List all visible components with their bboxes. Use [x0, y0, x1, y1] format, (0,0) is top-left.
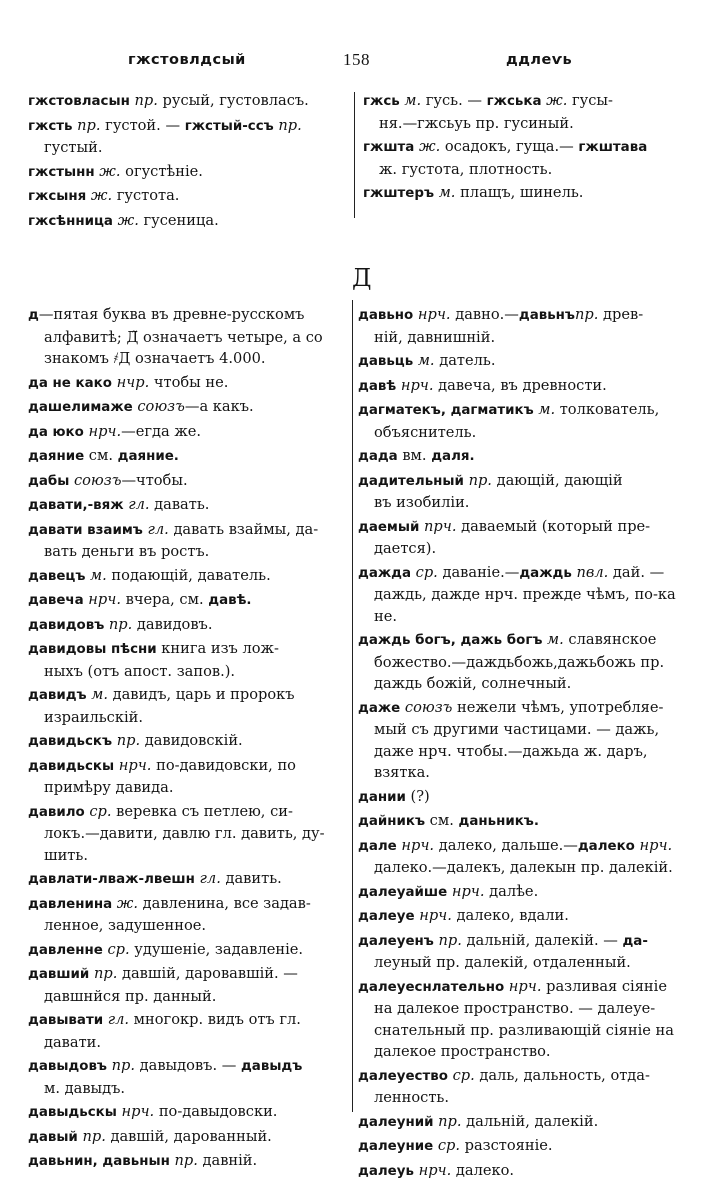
entry-grammar: союзъ — [73, 471, 122, 489]
entry-definition: даваемый (который пре- — [456, 517, 651, 535]
entry-headword: далеуние — [358, 1139, 434, 1154]
entry-headword: давыдьскы — [28, 1105, 117, 1120]
entry-definition: далеко, дальше.— — [434, 836, 578, 854]
entry-definition-2: гусы- — [567, 92, 613, 109]
entry-grammar: пр. — [438, 1112, 462, 1130]
entry-definition: толкователь, — [555, 401, 660, 418]
entry-definition: дальній, далекій. — — [461, 931, 618, 949]
entry-headword: даждь богъ, дажь богъ — [358, 633, 543, 648]
dictionary-entry — [28, 638, 350, 682]
entry-grammar: ж. — [117, 211, 139, 229]
entry-headword: давати взаимъ — [28, 522, 143, 538]
entry-grammar: союзъ — [404, 698, 453, 716]
dictionary-entry — [363, 136, 701, 180]
page-number: 158 — [343, 50, 370, 69]
entry-grammar: пр. — [93, 965, 118, 982]
entry-related-word: даяние. — [112, 449, 179, 464]
entry-related-word: гжська — [482, 94, 542, 109]
entry-headword: гжшта — [363, 140, 415, 155]
entry-definition: разстояніе. — [459, 1137, 553, 1154]
entry-grammar: гл. — [128, 496, 150, 513]
entry-related-word: далеко — [577, 838, 635, 854]
entry-continuation: густый. — [44, 139, 103, 156]
entry-headword: давецъ — [28, 568, 86, 584]
entry-definition: разливая сіяніе — [541, 977, 667, 995]
column-divider-top — [354, 92, 355, 218]
left-column — [28, 304, 350, 1175]
entry-definition: славянское — [563, 631, 657, 648]
entry-definition: дающій, дающій — [491, 471, 623, 489]
entry-headword: давьнин, давьнын — [28, 1154, 170, 1169]
entry-definition: датель. — [434, 352, 496, 369]
entry-continuation: ній, давнишній. — [374, 328, 496, 346]
entry-headword: давленне — [28, 942, 103, 958]
entry-definition: давидъ, царь и пророкъ — [107, 686, 295, 703]
top-left-column — [28, 90, 350, 234]
dictionary-entry — [358, 976, 702, 1063]
entry-headword: гжстынн — [28, 164, 95, 180]
entry-continuation: давати. — [44, 1033, 102, 1051]
dictionary-entry — [28, 801, 350, 867]
entry-definition: книга изъ лож- — [156, 640, 279, 657]
entry-grammar: пр. — [174, 1152, 198, 1169]
entry-grammar: ж. — [90, 187, 113, 204]
dictionary-entry — [358, 470, 702, 514]
entry-headword: дале — [358, 838, 397, 854]
dictionary-entry — [28, 210, 350, 233]
entry-continuation: ленность. — [374, 1089, 449, 1106]
dictionary-entry — [28, 396, 350, 419]
entry-headword: давлати-лваж-лвешн — [28, 872, 195, 887]
dictionary-entry — [358, 905, 702, 928]
entry-definition: русый, густовласъ. — [157, 92, 309, 109]
entry-headword: давидьскы — [28, 758, 115, 774]
entry-grammar: м. — [91, 686, 108, 703]
entry-definition: давать взаймы, да- — [168, 520, 319, 538]
entry-definition: (?) — [405, 787, 430, 805]
entry-grammar: нрч. — [417, 306, 451, 323]
dictionary-entry — [28, 755, 350, 799]
running-header-left: гжстовлдсый — [128, 52, 246, 68]
entry-definition: далеко, вдали. — [451, 907, 569, 924]
entry-related-word: давьнъ — [518, 308, 575, 323]
entry-definition: —пятая буква въ древне-русскомъ — [38, 306, 305, 323]
entry-related-word: давѣ. — [203, 593, 252, 608]
entry-continuation: леуный пр. далекій, отдаленный. — [374, 954, 631, 971]
column-divider-main — [352, 300, 353, 1112]
entry-definition: —егда же. — [121, 422, 202, 440]
entry-definition: —а какъ. — [184, 398, 254, 415]
entry-continuation: далеко.—далекъ, далекын пр. далекій. — [374, 859, 673, 876]
dictionary-entry — [358, 697, 702, 784]
entry-grammar: нрч. — [419, 907, 452, 924]
entry-continuation: вать деньги въ ростъ. — [44, 543, 210, 560]
entry-grammar: м. — [404, 92, 422, 109]
entry-grammar: ж. — [116, 894, 139, 912]
entry-headword: давеча — [28, 593, 84, 608]
dictionary-entry — [28, 519, 350, 563]
dictionary-entry — [358, 562, 702, 628]
dictionary-entry — [28, 494, 350, 517]
entry-grammar: нрч. — [88, 422, 122, 440]
dictionary-entry — [358, 1111, 702, 1134]
entry-grammar: пр. — [438, 931, 462, 949]
entry-definition: далеко. — [451, 1161, 515, 1179]
entry-grammar: ж. — [418, 138, 441, 155]
entry-related-word: даля. — [426, 449, 475, 464]
entry-headword: гжсь — [363, 94, 400, 109]
entry-headword: давидъ — [28, 688, 87, 703]
entry-grammar: нрч. — [88, 591, 121, 608]
entry-headword: д — [28, 308, 39, 323]
entry-definition: удушеніе, задавленіе. — [129, 940, 304, 958]
entry-definition: давидовскій. — [140, 732, 243, 749]
dictionary-entry — [28, 684, 350, 728]
entry-grammar: пр. — [77, 116, 101, 134]
entry-grammar: пр. — [82, 1127, 106, 1145]
entry-headword: даяние — [28, 449, 85, 464]
dictionary-entry — [28, 421, 350, 444]
entry-headword: даемый — [358, 519, 420, 535]
dictionary-entry — [358, 810, 702, 833]
entry-grammar: нрч. — [121, 1103, 155, 1120]
dictionary-entry — [28, 1101, 350, 1124]
dictionary-entry — [358, 375, 702, 398]
dictionary-entry — [28, 445, 350, 468]
entry-grammar: м. — [438, 184, 456, 201]
entry-related-word: даждь — [519, 565, 572, 581]
entry-headword: давленина — [28, 896, 113, 912]
dictionary-entry — [28, 115, 350, 159]
entry-definition-2: дай. — — [608, 563, 665, 581]
entry-grammar: гл. — [199, 870, 221, 887]
entry-grammar: гл. — [107, 1011, 130, 1028]
dictionary-entry — [28, 1150, 350, 1173]
entry-headword: давший — [28, 967, 90, 982]
dictionary-entry — [28, 304, 350, 370]
entry-definition: далѣе. — [484, 882, 539, 900]
dictionary-entry — [28, 868, 350, 891]
entry-definition: давыдовъ. — — [135, 1057, 237, 1074]
entry-grammar-2: нрч. — [634, 836, 673, 854]
entry-grammar: нрч. — [118, 756, 152, 774]
entry-definition: давшій, даровавшій. — — [117, 965, 298, 982]
entry-headword: далеуь — [358, 1163, 414, 1179]
entry-headword: гжсыня — [28, 189, 87, 204]
top-right-column — [363, 90, 701, 207]
dictionary-entry — [28, 963, 350, 1007]
entry-grammar-2: пр. — [574, 306, 599, 323]
dictionary-entry — [363, 90, 701, 134]
entry-headword: давидовы пѣсни — [28, 642, 157, 657]
entry-continuation: божество.—даждьбожь,дажьбожь пр. даждь божій, солнечный. — [374, 653, 665, 692]
entry-definition: давидовъ. — [132, 615, 213, 633]
dictionary-entry — [28, 372, 350, 395]
entry-continuation: алфавитѣ; Д̃ означаетъ четыре, а со знакомъ ҂Д означаетъ 4.000. — [44, 328, 323, 367]
entry-headword: давьно — [358, 308, 414, 323]
entry-definition: нежели чѣмъ, употребляе- — [452, 698, 664, 716]
entry-headword: давьць — [358, 354, 414, 369]
entry-continuation: локъ.—давити, давлю гл. давить, ду-шить. — [44, 825, 325, 864]
entry-continuation: даждь, дажде нрч. прежде чѣмъ, по-ка не. — [374, 586, 676, 625]
entry-headword: давый — [28, 1129, 78, 1145]
right-column — [358, 304, 702, 1184]
entry-grammar: м. — [547, 631, 564, 648]
entry-definition: гусь. — — [421, 92, 482, 109]
entry-headword: да юко — [28, 424, 84, 440]
entry-definition: дальній, далекій. — [461, 1112, 599, 1130]
entry-definition: вчера, см. — [120, 591, 204, 608]
entry-definition: густота. — [112, 187, 180, 204]
dictionary-entry — [28, 589, 350, 612]
entry-definition: по-давидовски, по — [151, 756, 296, 774]
entry-definition: давать. — [149, 496, 210, 513]
entry-grammar: пр. — [108, 615, 133, 633]
entry-headword: давило — [28, 804, 85, 820]
entry-headword: далеуе — [358, 909, 415, 924]
dictionary-entry — [28, 470, 350, 493]
entry-grammar-2: пвл. — [571, 563, 609, 581]
entry-headword: гжштеръ — [363, 186, 435, 201]
entry-related-word: да- — [617, 933, 648, 949]
entry-grammar: м. — [90, 566, 107, 584]
entry-definition: давить. — [220, 870, 282, 887]
dictionary-entry — [28, 893, 350, 937]
entry-continuation: давшнйся пр. данный. — [44, 987, 217, 1005]
entry-headword: давидьскъ — [28, 734, 113, 749]
entry-headword: давыдовъ — [28, 1059, 107, 1074]
entry-continuation: ныхъ (отъ апост. запов.). — [44, 662, 236, 680]
running-header-right: ддлеѵь — [506, 52, 573, 68]
entry-headword: далеуеснлательно — [358, 979, 505, 995]
section-letter: Д — [352, 264, 372, 292]
dictionary-entry — [28, 90, 350, 113]
entry-headword: дада — [358, 449, 398, 464]
entry-continuation: ленное, задушенное. — [44, 917, 207, 934]
dictionary-entry — [358, 786, 702, 809]
entry-related-word: гжстый-ссъ — [180, 118, 274, 134]
dictionary-entry — [358, 445, 702, 468]
entry-grammar: м. — [538, 401, 556, 418]
entry-definition: давшій, дарованный. — [105, 1127, 272, 1145]
dictionary-entry — [358, 1135, 702, 1158]
entry-headword: да не како — [28, 375, 112, 391]
entry-headword: даже — [358, 700, 401, 716]
entry-definition: см. — [84, 447, 113, 464]
entry-grammar: прч. — [424, 517, 457, 535]
dictionary-entry — [28, 161, 350, 184]
entry-headword: давати,-вяж — [28, 498, 124, 513]
entry-headword: дагматекъ, дагматикъ — [358, 403, 534, 418]
entry-headword: далеуний — [358, 1114, 434, 1130]
dictionary-entry — [358, 1065, 702, 1109]
entry-definition: огустѣніе. — [120, 162, 203, 180]
dictionary-entry — [358, 516, 702, 560]
entry-continuation: дается). — [374, 540, 437, 557]
entry-grammar: нчр. — [116, 373, 150, 391]
entry-continuation: м. давыдъ. — [44, 1079, 126, 1097]
entry-definition: подающій, даватель. — [106, 566, 271, 584]
entry-headword: дажда — [358, 565, 412, 581]
entry-headword: дайникъ — [358, 814, 426, 829]
entry-definition: —чтобы. — [121, 471, 188, 489]
entry-grammar-2: пр. — [273, 116, 302, 134]
entry-definition: давеча, въ древности. — [433, 376, 607, 394]
entry-related-word: гжштава — [573, 140, 648, 155]
dictionary-entry — [358, 304, 702, 348]
entry-definition: даваніе.— — [437, 563, 520, 581]
dictionary-entry — [363, 182, 701, 205]
entry-grammar: пр. — [134, 92, 158, 109]
entry-definition: давленина, все задав- — [138, 894, 311, 912]
entry-definition: см. — [425, 812, 454, 829]
entry-grammar: нрч. — [508, 977, 542, 995]
entry-definition: осадокъ, гуща.— — [440, 138, 574, 155]
entry-definition: чтобы не. — [149, 373, 229, 391]
entry-definition: по-давыдовски. — [154, 1103, 278, 1120]
dictionary-entry — [28, 939, 350, 962]
dictionary-entry — [28, 565, 350, 588]
entry-definition: давно.— — [450, 306, 519, 323]
dictionary-entry — [358, 930, 702, 974]
entry-continuation: ж. густота, плотность. — [379, 160, 553, 178]
entry-continuation: на далекое пространство. — далеуе-снательный пр. разливающій сіяніе на далекое пространство. — [374, 1000, 674, 1060]
entry-grammar: нрч. — [400, 376, 434, 394]
entry-grammar-2: ж. — [541, 92, 568, 109]
entry-continuation: ня.—гжсьуь пр. гусиный. — [379, 114, 574, 132]
entry-definition: многокр. видъ отъ гл. — [129, 1011, 301, 1028]
entry-headword: далеуество — [358, 1068, 448, 1084]
entry-grammar: союзъ — [137, 398, 185, 415]
dictionary-entry — [358, 1160, 702, 1183]
dictionary-entry — [358, 350, 702, 373]
entry-headword: гжстовласын — [28, 94, 130, 109]
entry-continuation: въ изобиліи. — [374, 494, 470, 511]
entry-grammar: ср. — [437, 1137, 460, 1154]
dictionary-entry — [358, 399, 702, 443]
entry-definition-2: древ- — [598, 306, 644, 323]
entry-grammar: пр. — [111, 1057, 136, 1074]
entry-grammar: м. — [417, 352, 435, 369]
entry-grammar: пр. — [116, 732, 141, 749]
entry-grammar: ср. — [89, 802, 112, 820]
dictionary-entry — [28, 1055, 350, 1099]
entry-headword: дании — [358, 789, 406, 805]
entry-headword: дабы — [28, 473, 70, 489]
entry-definition: вм. — [397, 447, 427, 464]
entry-grammar: гл. — [147, 520, 169, 538]
entry-continuation: примѣру давида. — [44, 779, 174, 796]
entry-headword: далеуайше — [358, 884, 448, 900]
entry-headword: давѣ — [358, 378, 397, 394]
entry-grammar: ж. — [99, 162, 121, 180]
entry-headword: дадительный — [358, 473, 464, 489]
entry-grammar: ср. — [107, 940, 130, 958]
entry-grammar: нрч. — [401, 836, 435, 854]
entry-headword: гжсѣнница — [28, 213, 113, 229]
entry-related-word: даньникъ. — [453, 814, 539, 829]
entry-headword: гжсть — [28, 118, 73, 134]
dictionary-entry — [28, 730, 350, 753]
entry-definition: густой. — — [100, 116, 181, 134]
entry-grammar: ср. — [452, 1066, 475, 1084]
entry-headword: давывати — [28, 1013, 104, 1028]
entry-grammar: ср. — [415, 563, 438, 581]
dictionary-entry — [28, 1126, 350, 1149]
dictionary-entry — [358, 629, 702, 695]
entry-headword: давидовъ — [28, 617, 105, 633]
entry-grammar: пр. — [468, 471, 492, 489]
entry-grammar: нрч. — [451, 882, 485, 900]
entry-definition: даль, дальность, отда- — [474, 1066, 650, 1084]
dictionary-entry — [28, 614, 350, 637]
entry-definition: гусеница. — [138, 211, 219, 229]
entry-headword: дашелимаже — [28, 400, 133, 415]
entry-continuation: мый съ другими частицами. — дажь, даже нрч. чтобы.—дажьда ж. даръ, взятка. — [374, 721, 660, 781]
entry-grammar: нрч. — [418, 1161, 452, 1179]
entry-related-word: давыдъ — [236, 1059, 303, 1074]
entry-definition: веревка съ петлею, си- — [111, 802, 293, 820]
entry-definition: давній. — [197, 1152, 258, 1169]
entry-continuation: израильскій. — [44, 708, 143, 726]
dictionary-entry — [358, 835, 702, 879]
entry-definition: плащъ, шинель. — [455, 184, 584, 201]
entry-headword: далеуенъ — [358, 933, 434, 949]
dictionary-entry — [358, 881, 702, 904]
dictionary-entry — [28, 1009, 350, 1053]
dictionary-entry — [28, 185, 350, 208]
entry-continuation: объяснитель. — [374, 423, 477, 441]
